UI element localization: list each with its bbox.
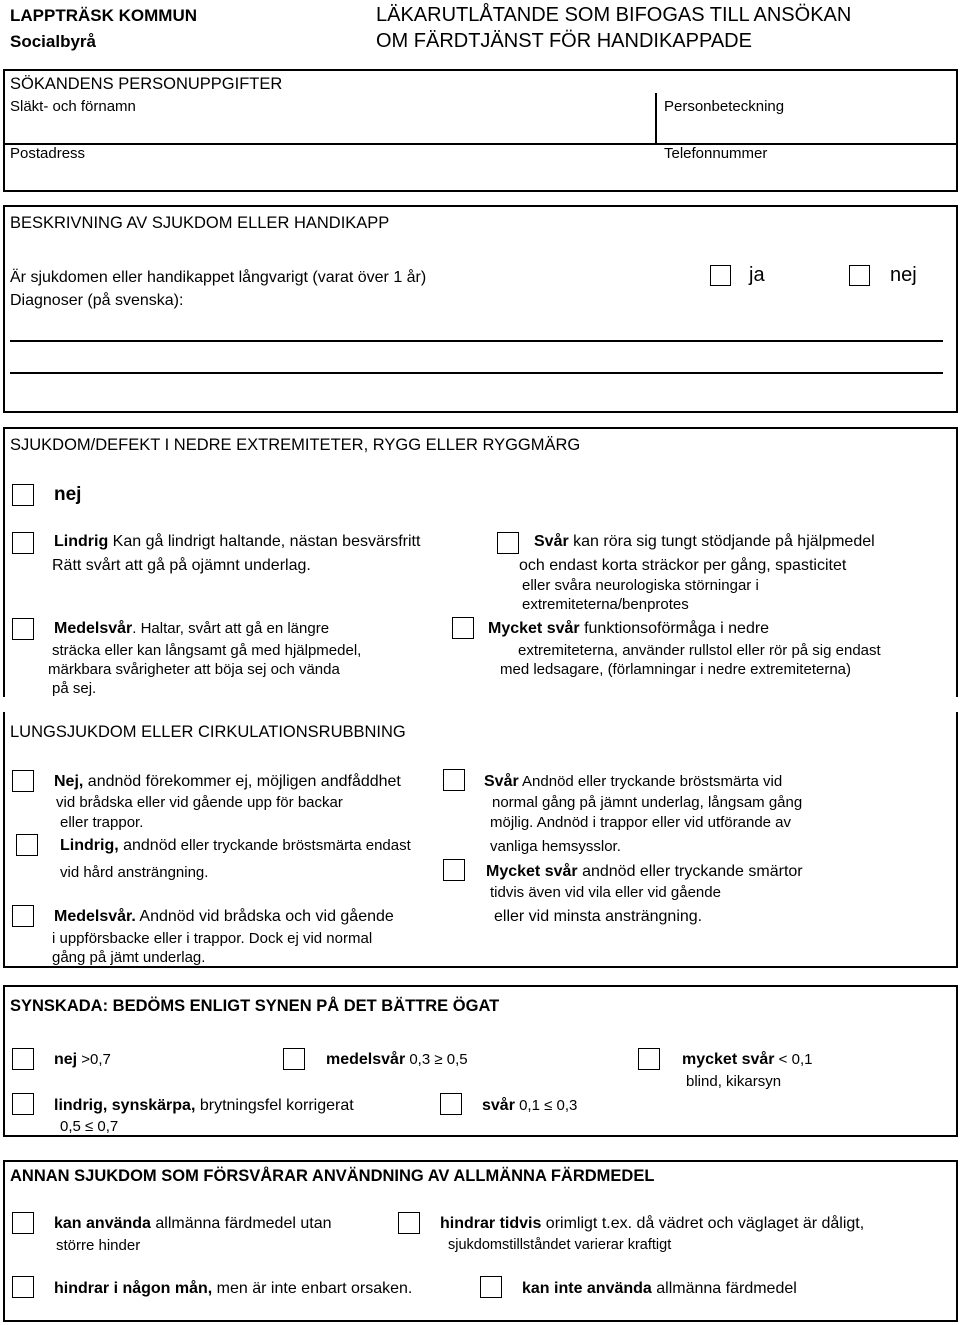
personal-divider-h [4, 143, 957, 145]
phone-label: Telefonnummer [664, 145, 768, 162]
lower-mycket-checkbox[interactable] [452, 617, 474, 639]
lung-mycket-desc-1: tidvis även vid vila eller vid gående [490, 884, 721, 901]
id-label: Personbeteckning [664, 98, 785, 115]
lung-svar-checkbox[interactable] [443, 769, 465, 791]
lung-medel-label: Medelsvår. Andnöd vid brådska och vid gående [54, 908, 394, 925]
lung-medel-desc-1: i uppförsbacke eller i trappor. Dock ej vid normal [52, 930, 373, 947]
lower-mycket-desc-1: extremiteterna, använder rullstol eller rör på sig endast [518, 642, 881, 659]
lower-mycket-label: Mycket svår funktionsoförmåga i nedre [488, 620, 770, 637]
other-hindrar2-checkbox[interactable] [12, 1276, 34, 1298]
vision-medel-label: medelsvår 0,3 ≥ 0,5 [326, 1051, 468, 1068]
lower-svar-label: Svår kan röra sig tungt stödjande på hjälpmedel [534, 533, 875, 550]
lung-nej-label: Nej, andnöd förekommer ej, möjligen andfåddhet [54, 773, 401, 790]
dept-name: Socialbyrå [10, 32, 96, 51]
lower-nej-label: nej [54, 484, 82, 505]
lower-medel-checkbox[interactable] [12, 618, 34, 640]
lung-svar-label: Svår Andnöd eller tryckande bröstsmärta vid [484, 773, 783, 790]
lung-nej-desc-1: vid brådska eller vid gående upp för backar [56, 794, 343, 811]
lower-svar-desc-3: extremiteterna/benprotes [522, 596, 689, 613]
other-heading: ANNAN SJUKDOM SOM FÖRSVÅRAR ANVÄNDNING AV ALLMÄNNA FÄRDMEDEL [10, 1167, 655, 1185]
lung-mycket-checkbox[interactable] [443, 859, 465, 881]
description-heading: BESKRIVNING AV SJUKDOM ELLER HANDIKAPP [10, 214, 390, 232]
other-kan-label: kan använda allmänna färdmedel utan [54, 1215, 332, 1232]
vision-lindrig-label: lindrig, synskärpa, brytningsfel korrigerat [54, 1097, 354, 1114]
lower-svar-desc-1: och endast korta sträckor per gång, spasticitet [519, 557, 847, 574]
lower-heading: SJUKDOM/DEFEKT I NEDRE EXTREMITETER, RYGG ELLER RYGGMÄRG [10, 436, 581, 454]
other-kaninte-checkbox[interactable] [480, 1276, 502, 1298]
lower-medel-label: Medelsvår. Haltar, svårt att gå en längre [54, 620, 330, 637]
vision-svar-label: svår 0,1 ≤ 0,3 [482, 1097, 578, 1114]
lung-mycket-label: Mycket svår andnöd eller tryckande smärtor [486, 863, 803, 880]
vision-nej-label: nej >0,7 [54, 1051, 111, 1068]
vision-medel-checkbox[interactable] [283, 1048, 305, 1070]
longterm-yes-checkbox[interactable] [710, 265, 731, 286]
longterm-yes-label: ja [749, 264, 765, 286]
other-hindrar-desc: sjukdomstillståndet varierar kraftigt [448, 1237, 672, 1253]
vision-mycket-desc: blind, kikarsyn [686, 1073, 782, 1090]
diagnoses-line-1[interactable] [10, 340, 943, 342]
personal-divider-v [655, 93, 657, 144]
lung-lindrig-checkbox[interactable] [16, 834, 38, 856]
lower-lindrig-label: Lindrig Kan gå lindrigt haltande, nästan besvärsfritt [54, 533, 421, 550]
vision-lindrig-desc: 0,5 ≤ 0,7 [60, 1118, 119, 1135]
vision-heading: SYNSKADA: BEDÖMS ENLIGT SYNEN PÅ DET BÄTTRE ÖGAT [10, 997, 500, 1015]
lower-medel-desc-1: sträcka eller kan långsamt gå med hjälpmedel, [52, 642, 362, 659]
lung-lindrig-desc: vid hård ansträngning. [60, 864, 209, 881]
lung-svar-desc-1: normal gång på jämnt underlag, långsam gång [492, 794, 803, 811]
other-kan-checkbox[interactable] [12, 1212, 34, 1234]
lung-medel-desc-2: gång på jämt underlag. [52, 949, 206, 966]
description-section [3, 205, 958, 413]
lower-lindrig-desc: Rätt svårt att gå på ojämnt underlag. [52, 557, 311, 574]
lower-lindrig-checkbox[interactable] [12, 532, 34, 554]
name-label: Släkt- och förnamn [10, 98, 136, 115]
vision-mycket-label: mycket svår < 0,1 [682, 1051, 813, 1068]
form-title-line1: LÄKARUTLÅTANDE SOM BIFOGAS TILL ANSÖKAN [376, 4, 852, 26]
personal-heading: SÖKANDENS PERSONUPPGIFTER [10, 75, 283, 93]
vision-nej-checkbox[interactable] [12, 1048, 34, 1070]
diagnoses-label: Diagnoser (på svenska): [10, 292, 184, 309]
longterm-question: Är sjukdomen eller handikappet långvarigt (varat över 1 år) [10, 269, 427, 286]
other-hindrar2-label: hindrar i någon mån, men är inte enbart orsaken. [54, 1280, 413, 1297]
org-name: LAPPTRÄSK KOMMUN [10, 6, 197, 25]
lower-nej-checkbox[interactable] [12, 484, 34, 506]
lower-medel-desc-2: märkbara svårigheter att böja sej och vända [48, 661, 340, 678]
lower-medel-desc-3: på sej. [52, 680, 97, 697]
form-title-line2: OM FÄRDTJÄNST FÖR HANDIKAPPADE [376, 30, 752, 52]
lung-mycket-desc-2: eller vid minsta ansträngning. [494, 908, 703, 925]
vision-svar-checkbox[interactable] [440, 1093, 462, 1115]
diagnoses-line-2[interactable] [10, 372, 943, 374]
lower-svar-desc-2: eller svåra neurologiska störningar i [522, 577, 759, 594]
other-kan-desc: större hinder [56, 1237, 141, 1254]
other-hindrar-checkbox[interactable] [398, 1212, 420, 1234]
longterm-no-label: nej [890, 264, 917, 286]
other-hindrar-label: hindrar tidvis orimligt t.ex. då vädret och väglaget är dåligt, [440, 1215, 865, 1232]
address-label: Postadress [10, 145, 86, 162]
lung-heading: LUNGSJUKDOM ELLER CIRKULATIONSRUBBNING [10, 723, 406, 741]
other-kaninte-label: kan inte använda allmänna färdmedel [522, 1280, 797, 1297]
lung-svar-desc-2: möjlig. Andnöd i trappor eller vid utförande av [490, 814, 792, 831]
longterm-no-checkbox[interactable] [849, 265, 870, 286]
lower-svar-checkbox[interactable] [497, 532, 519, 554]
lower-mycket-desc-2: med ledsagare, (förlamningar i nedre extremiteterna) [500, 661, 851, 678]
vision-mycket-checkbox[interactable] [638, 1048, 660, 1070]
vision-lindrig-checkbox[interactable] [12, 1093, 34, 1115]
lung-nej-desc-2: eller trappor. [60, 814, 144, 831]
lung-lindrig-label: Lindrig, andnöd eller tryckande bröstsmärta endast [60, 837, 411, 854]
lung-medel-checkbox[interactable] [12, 905, 34, 927]
lung-svar-desc-3: vanliga hemsysslor. [490, 838, 621, 855]
lung-nej-checkbox[interactable] [12, 770, 34, 792]
